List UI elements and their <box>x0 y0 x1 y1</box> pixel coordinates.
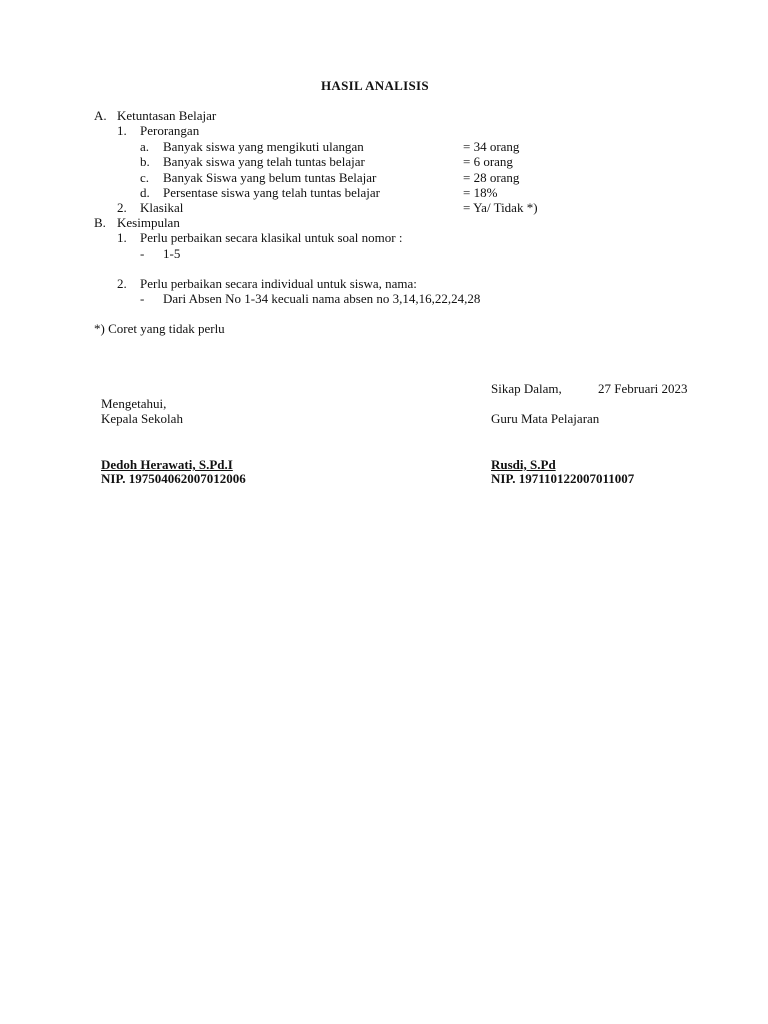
acknowledge-text: Mengetahui, <box>101 396 167 411</box>
subitem-d-label: Persentase siswa yang telah tuntas belajar <box>163 185 380 200</box>
section-a-label: Ketuntasan Belajar <box>117 108 217 123</box>
right-signer-name: Rusdi, S.Pd <box>491 457 556 472</box>
left-signer-nip: NIP. 197504062007012006 <box>101 471 246 486</box>
date-text: 27 Februari 2023 <box>598 381 688 396</box>
subitem-a-label: Banyak siswa yang mengikuti ulangan <box>163 139 364 154</box>
page-title: HASIL ANALISIS <box>321 78 429 93</box>
subitem-c-value: = 28 orang <box>463 170 520 185</box>
section-b-marker: B. <box>94 215 106 230</box>
subitem-a-marker: a. <box>140 139 150 154</box>
right-signer-nip: NIP. 197110122007011007 <box>491 471 635 486</box>
right-signer-role: Guru Mata Pelajaran <box>491 411 600 426</box>
section-b-item1-bullet: - <box>140 246 145 261</box>
section-a-item2-label: Klasikal <box>140 200 184 215</box>
section-b-item2-label: Perlu perbaikan secara individual untuk siswa, nama: <box>140 276 417 291</box>
left-signer-role: Kepala Sekolah <box>101 411 183 426</box>
footnote: *) Coret yang tidak perlu <box>94 321 225 336</box>
section-b-item2-bullet: - <box>140 291 145 306</box>
subitem-c-label: Banyak Siswa yang belum tuntas Belajar <box>163 170 377 185</box>
section-b-item1-marker: 1. <box>117 230 127 245</box>
subitem-a-value: = 34 orang <box>463 139 520 154</box>
subitem-c-marker: c. <box>140 170 150 185</box>
section-b-item1-label: Perlu perbaikan secara klasikal untuk soal nomor : <box>140 230 403 245</box>
section-a-item1-marker: 1. <box>117 123 127 138</box>
section-b-item2-detail: Dari Absen No 1-34 kecuali nama absen no 3,14,16,22,24,28 <box>163 291 481 306</box>
subitem-b-label: Banyak siswa yang telah tuntas belajar <box>163 154 365 169</box>
subitem-b-marker: b. <box>140 154 150 169</box>
section-b-label: Kesimpulan <box>117 215 180 230</box>
subitem-d-value: = 18% <box>463 185 498 200</box>
section-a-item1-label: Perorangan <box>140 123 200 138</box>
place-text: Sikap Dalam, <box>491 381 562 396</box>
subitem-d-marker: d. <box>140 185 150 200</box>
section-a-item2-value: = Ya/ Tidak *) <box>463 200 538 215</box>
subitem-b-value: = 6 orang <box>463 154 513 169</box>
section-a-item2-marker: 2. <box>117 200 127 215</box>
section-b-item1-detail: 1-5 <box>163 246 181 261</box>
left-signer-name: Dedoh Herawati, S.Pd.I <box>101 457 233 472</box>
section-b-item2-marker: 2. <box>117 276 127 291</box>
section-a-marker: A. <box>94 108 107 123</box>
